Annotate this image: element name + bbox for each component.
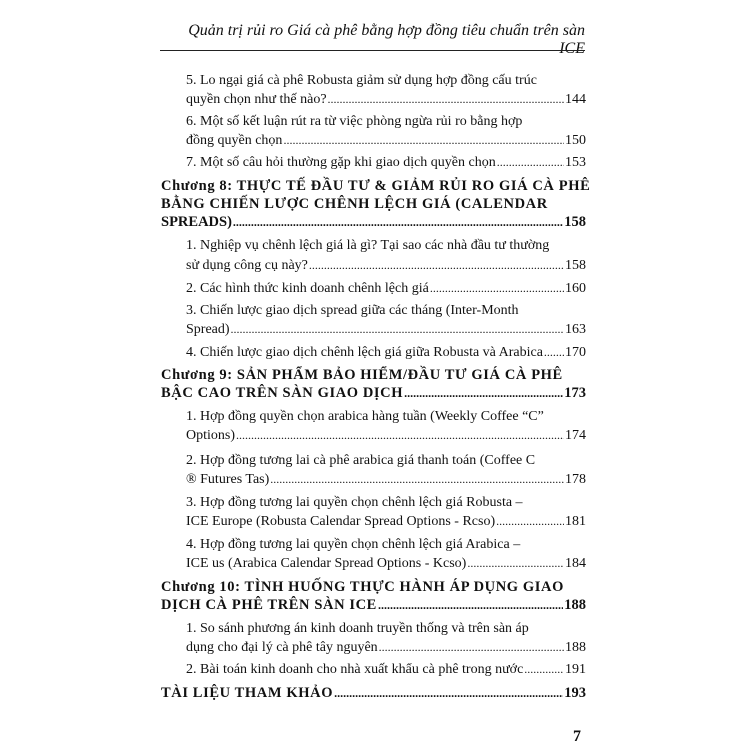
toc-page-number: 160: [565, 281, 586, 296]
toc-entry: 2. Bài toán kinh doanh cho nhà xuất khẩu cà phê trong nước ..... 191: [186, 660, 586, 679]
toc-entry-text: 5. Lo ngại giá cà phê Robusta giảm sử dụng hợp đồng cấu trúc: [186, 73, 537, 88]
dot-leader: [379, 638, 564, 656]
toc-entry-text: 4. Hợp đồng tương lai quyền chọn chênh lệch giá Arabica –: [186, 537, 521, 552]
dot-leader: [231, 320, 564, 338]
dot-leader: [404, 384, 563, 402]
toc-page-number: 170: [565, 345, 586, 360]
dot-leader: [467, 554, 564, 572]
toc-page-number: 174: [565, 428, 586, 443]
chapter-entry: SPREADS) ..... 158: [161, 213, 586, 231]
toc-entry: Spread) ..... 163: [186, 320, 586, 339]
toc-page-number: 181: [565, 514, 586, 529]
toc-page-number: 191: [565, 662, 586, 677]
toc-entry-text: 2. Hợp đồng tương lai cà phê arabica giá thanh toán (Coffee C: [186, 453, 536, 468]
chapter-heading: Chương 8: THỰC TẾ ĐẦU TƯ & GIẢM RỦI RO GIÁ CÀ PHÊ: [161, 178, 591, 194]
toc-entry-text: 3. Hợp đồng tương lai quyền chọn chênh lệch giá Robusta –: [186, 495, 523, 510]
toc-page-number: 173: [564, 385, 586, 401]
toc-entry: đồng quyền chọn ..... 150: [186, 131, 586, 150]
dot-leader: [430, 279, 564, 297]
toc-entry: 7. Một số câu hỏi thường gặp khi giao dịch quyền chọn ..... 153: [186, 153, 586, 172]
dot-leader: [334, 684, 563, 702]
dot-leader: [283, 131, 564, 149]
dot-leader: [233, 213, 563, 231]
toc-page-number: 153: [565, 155, 586, 170]
toc-page-number: 150: [565, 133, 586, 148]
toc-page-number: 178: [565, 472, 586, 487]
toc-entry-text: 1. Nghiệp vụ chênh lệch giá là gì? Tại sao các nhà đầu tư thường: [186, 238, 550, 253]
dot-leader: [236, 426, 564, 444]
toc-entry: 2. Các hình thức kinh doanh chênh lệch giá ..... 160: [186, 279, 586, 298]
chapter-heading: Chương 9: SẢN PHẨM BẢO HIỂM/ĐẦU TƯ GIÁ CÀ PHÊ: [161, 367, 563, 383]
chapter-entry: DỊCH CÀ PHÊ TRÊN SÀN ICE ..... 188: [161, 596, 586, 614]
references-entry: TÀI LIỆU THAM KHẢO ..... 193: [161, 684, 586, 702]
running-title: Quản trị rủi ro Giá cà phê bằng hợp đồng tiêu chuẩn trên sàn ICE: [188, 22, 585, 57]
dot-leader: [328, 90, 564, 108]
toc-entry: ICE us (Arabica Calendar Spread Options - Kcso) ..... 184: [186, 554, 586, 573]
toc-entry: ICE Europe (Robusta Calendar Spread Options - Rcso) ..... 181: [186, 512, 586, 531]
toc-page-number: 184: [565, 556, 586, 571]
dot-leader: [497, 153, 564, 171]
chapter-heading: Chương 10: TÌNH HUỐNG THỰC HÀNH ÁP DỤNG GIAO: [161, 579, 564, 595]
toc-entry: sử dụng công cụ này? ..... 158: [186, 256, 586, 275]
page-number: 7: [573, 728, 581, 745]
toc-entry-text: 1. Hợp đồng quyền chọn arabica hàng tuần (Weekly Coffee “C”: [186, 409, 544, 424]
dot-leader: [270, 470, 564, 488]
chapter-heading: BẰNG CHIẾN LƯỢC CHÊNH LỆCH GIÁ (CALENDAR: [161, 196, 548, 212]
toc-entry: quyền chọn như thế nào? ..... 144: [186, 90, 586, 109]
toc-entry: 4. Chiến lược giao dịch chênh lệch giá giữa Robusta và Arabica ..... 170: [186, 343, 586, 362]
toc-entry: Options) ..... 174: [186, 426, 586, 445]
dot-leader: [309, 256, 564, 274]
toc-entry-text: 3. Chiến lược giao dịch spread giữa các tháng (Inter-Month: [186, 303, 519, 318]
toc-entry-text: 6. Một số kết luận rút ra từ việc phòng ngừa rủi ro bằng hợp: [186, 114, 523, 129]
dot-leader: [524, 660, 564, 678]
toc-page-number: 158: [565, 258, 586, 273]
toc-page-number: 188: [565, 640, 586, 655]
toc-page-number: 193: [564, 685, 586, 701]
toc-entry-text: 1. So sánh phương án kinh doanh truyền thống và trên sàn áp: [186, 621, 529, 636]
toc-page-number: 188: [564, 597, 586, 613]
dot-leader: [496, 512, 564, 530]
toc-entry: ® Futures Tas) ..... 178: [186, 470, 586, 489]
toc-page-number: 158: [564, 214, 586, 230]
dot-leader: [544, 343, 564, 361]
toc-entry: dụng cho đại lý cà phê tây nguyên ..... 188: [186, 638, 586, 657]
toc-page-number: 163: [565, 322, 586, 337]
chapter-entry: BẬC CAO TRÊN SÀN GIAO DỊCH ..... 173: [161, 384, 586, 402]
toc-page-number: 144: [565, 92, 586, 107]
dot-leader: [378, 596, 563, 614]
